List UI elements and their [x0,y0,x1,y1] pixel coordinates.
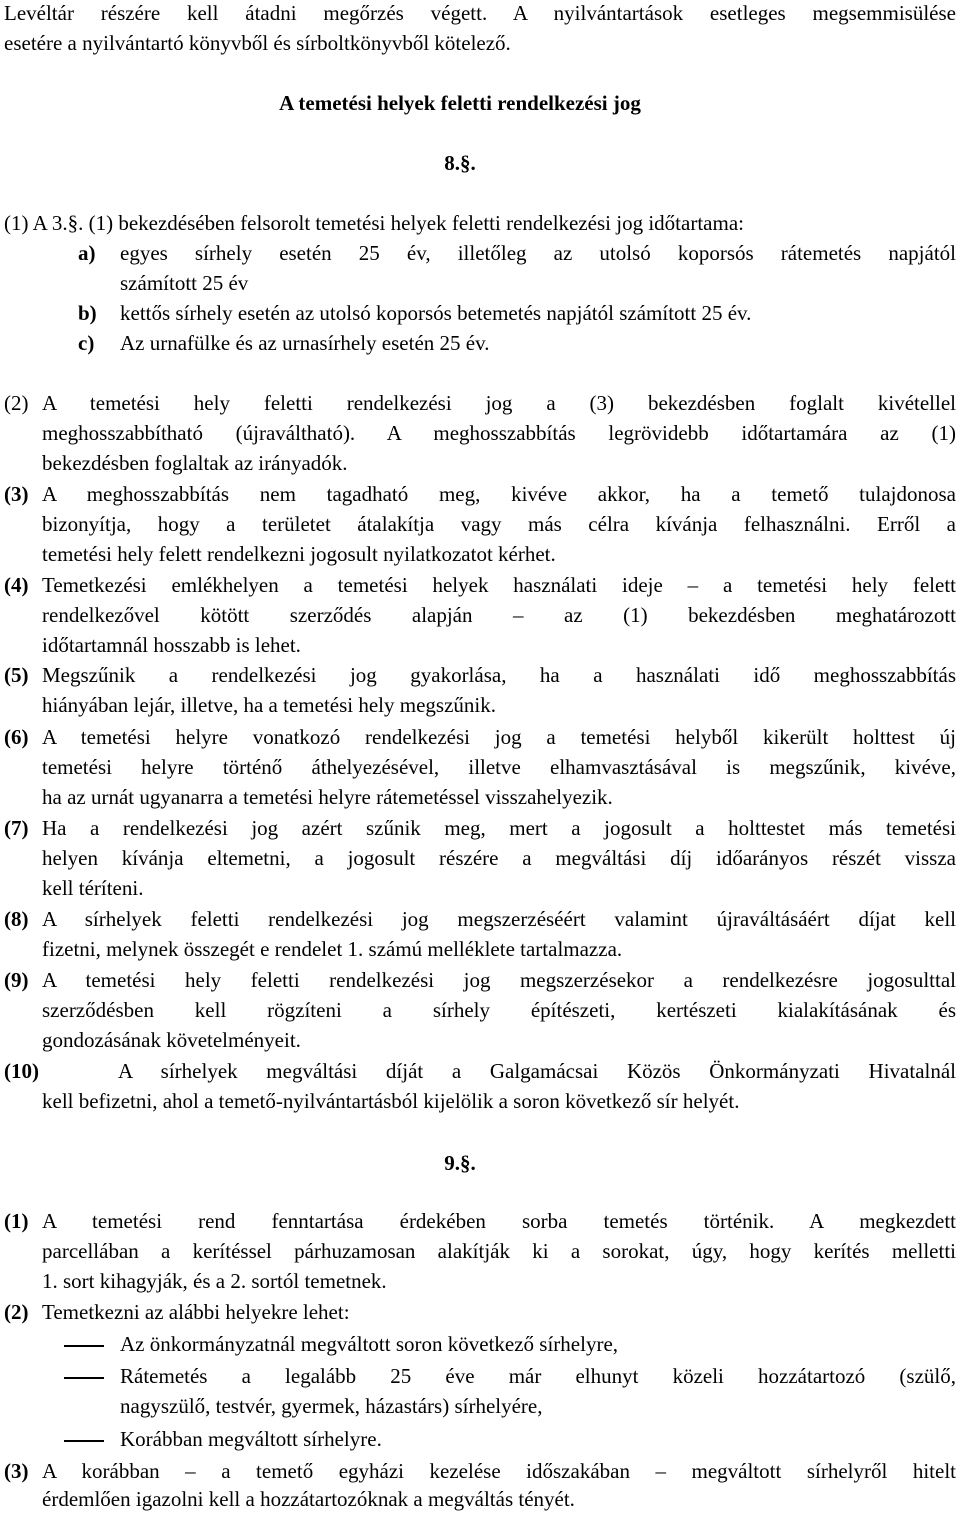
s8-p6-line-2: temetési helyre történő áthelyezésével, illetve elhamvasztásával is megszűnik, kivéve, [42,755,956,779]
s8-p3-label: (3) [4,482,29,506]
intro-line-2: esetére a nyilvántartó könyvből és sírboltkönyvből kötelező. [4,31,511,55]
s8-p10-label: (10) [4,1059,39,1083]
s8-p1-b-text: kettős sírhely esetén az utolsó koporsós betemetés napjától számított 25 év. [120,301,752,325]
s8-p7-line-1: Ha a rendelkezési jog azért szűnik meg, mert a jogosult a holttestet más temetési [42,816,956,840]
s8-p9-label: (9) [4,968,29,992]
s8-p6-line-3: ha az urnát ugyanarra a temetési helyre rátemetéssel visszahelyezik. [42,785,613,809]
s9-p3-label: (3) [4,1459,29,1483]
s9-p1-line-1: A temetési rend fenntartása érdekében sorba temetés történik. A megkezdett [42,1209,956,1233]
s9-list-item-2-line-2: nagyszülő, testvér, gyermek, házastárs) sírhelyére, [120,1394,543,1418]
s8-p9-line-3: gondozásának követelményeit. [42,1028,301,1052]
s8-p9-line-1: A temetési hely feletti rendelkezési jog megszerzésekor a rendelkezésre jogosulttal [42,968,956,992]
s8-p10-line-2: kell befizetni, ahol a temető-nyilvántartásból kijelölik a soron következő sír helyét. [42,1089,740,1113]
s9-p1-line-2: parcellában a kerítéssel párhuzamosan alakítják ki a sorokat, úgy, hogy kerítés melletti [42,1239,956,1263]
s8-p2-label: (2) [4,391,29,415]
s8-p7-line-2: helyen kívánja eltemetni, a jogosult részére a megváltási díj időarányos részét vissza [42,846,956,870]
s8-p1-lead: (1) A 3.§. (1) bekezdésében felsorolt temetési helyek feletti rendelkezési jog időtartama: [4,211,744,235]
section-9-number: 9.§. [444,1151,476,1175]
s9-p2-label: (2) [4,1300,29,1324]
s8-p5-line-2: hiányában lejár, illetve, ha a temetési hely megszűnik. [42,693,496,717]
s9-p1-line-3: 1. sort kihagyják, és a 2. sortól temetnek. [42,1269,387,1293]
s8-p2-line-2: meghosszabbítható (újraváltható). A meghosszabbítás legrövidebb időtartamára az (1) [42,421,956,445]
s8-p4-label: (4) [4,573,29,597]
list-dash-1 [64,1329,104,1359]
s8-p8-line-2: fizetni, melynek összegét e rendelet 1. számú melléklete tartalmazza. [42,937,623,961]
s8-p8-label: (8) [4,907,29,931]
s9-p2-lead: Temetkezni az alábbi helyekre lehet: [42,1300,350,1324]
s9-list-item-2-line-1: Rátemetés a legalább 25 éve már elhunyt közeli hozzátartozó (szülő, [120,1364,956,1388]
s8-p4-line-1: Temetkezési emlékhelyen a temetési helyek használati ideje – a temetési hely felett [42,573,956,597]
s8-p2-line-1: A temetési hely feletti rendelkezési jog a (3) bekezdésben foglalt kivétellel [42,391,956,415]
list-dash-2 [64,1361,104,1391]
s8-p4-line-3: időtartamnál hosszabb is lehet. [42,633,301,657]
section-8-number: 8.§. [444,151,476,175]
s8-p2-line-3: bekezdésben foglaltak az irányadók. [42,451,348,475]
s8-p7-label: (7) [4,816,29,840]
s8-p10-line-1: A sírhelyek megváltási díját a Galgamácsai Közös Önkormányzati Hivatalnál [118,1059,956,1083]
s8-p3-line-2: bizonyítja, hogy a területet átalakítja vagy más célra kívánja felhasználni. Erről a [42,512,956,536]
s8-p1-c-text: Az urnafülke és az urnasírhely esetén 25 év. [120,331,490,355]
s8-p1-b-label: b) [78,301,97,325]
s9-list-item-3: Korábban megváltott sírhelyre. [120,1427,382,1451]
s8-p3-line-1: A meghosszabbítás nem tagadható meg, kivéve akkor, ha a temető tulajdonosa [42,482,956,506]
s8-p8-line-1: A sírhelyek feletti rendelkezési jog megszerzéséért valamint újraváltásáért díjat kell [42,907,956,931]
intro-line-1: Levéltár részére kell átadni megőrzés végett. A nyilvántartások esetleges megsemmisülése [4,1,956,25]
s8-p4-line-2: rendelkezővel kötött szerződés alapján – az (1) bekezdésben meghatározott [42,603,956,627]
s8-p1-a-line-2: számított 25 év [120,271,249,295]
s9-p3-line-2: érdemlően igazolni kell a hozzátartozóknak a megváltás tényét. [42,1487,575,1511]
s8-p3-line-3: temetési hely felett rendelkezni jogosult nyilatkozatot kérhet. [42,542,556,566]
s9-list-item-1: Az önkormányzatnál megváltott soron következő sírhelyre, [120,1332,619,1356]
s8-p7-line-3: kell téríteni. [42,876,144,900]
list-dash-3 [64,1424,104,1454]
s8-p5-line-1: Megszűnik a rendelkezési jog gyakorlása, ha a használati idő meghosszabbítás [42,663,956,687]
s9-p3-line-1: A korábban – a temető egyházi kezelése időszakában – megváltott sírhelyről hitelt [42,1459,956,1483]
s8-p6-line-1: A temetési helyre vonatkozó rendelkezési jog a temetési helyből kikerült holttest új [42,725,956,749]
s8-p1-a-label: a) [78,241,96,265]
s8-p6-label: (6) [4,725,29,749]
s8-p5-label: (5) [4,663,29,687]
s8-p1-a-line-1: egyes sírhely esetén 25 év, illetőleg az utolsó koporsós rátemetés napjától [120,241,956,265]
s8-p9-line-2: szerződésben kell rögzíteni a sírhely építészeti, kertészeti kialakításának és [42,998,956,1022]
s9-p1-label: (1) [4,1209,29,1233]
section-heading: A temetési helyek feletti rendelkezési jog [279,91,641,115]
s8-p1-c-label: c) [78,331,95,355]
